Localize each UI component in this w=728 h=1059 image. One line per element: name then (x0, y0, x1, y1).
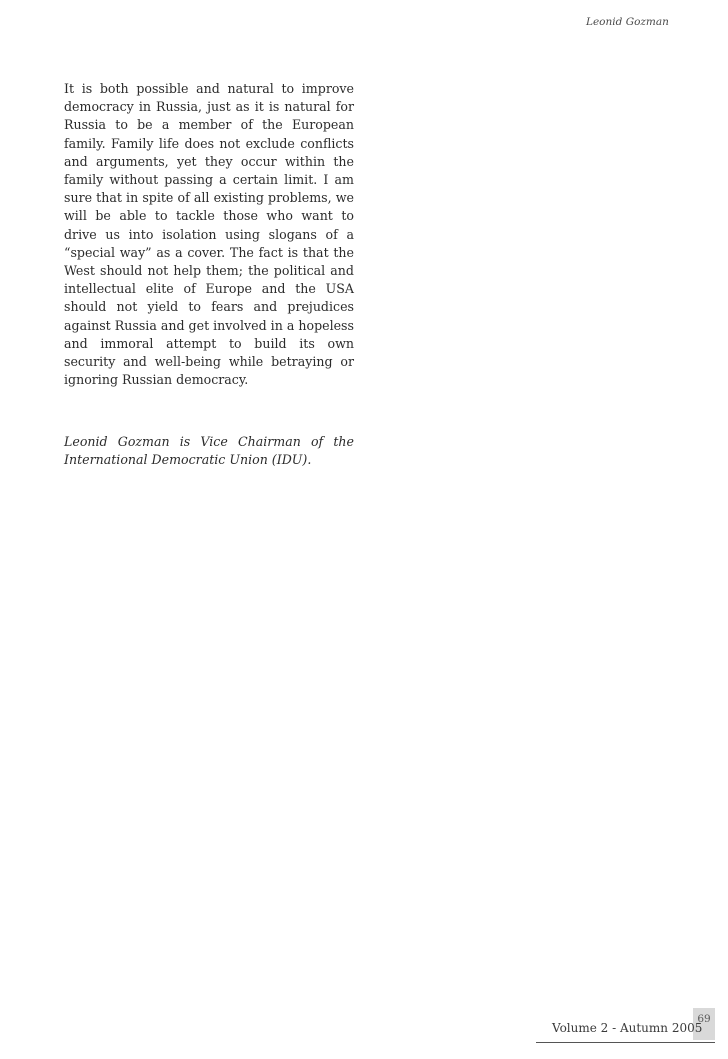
volume-issue-label: Volume 2 - Autumn 2005 (552, 1021, 703, 1035)
body-paragraph: It is both possible and natural to improve democracy in Russia, just as it is natural for Russia to be a member of the European family. Family life does not exclude conflicts and arguments, yet they occur within the family without passing a certain limit. I am sure that in spite of all existing problems, we will be able to tackle those who want to drive us into isolation using slogans of a “special way” as a cover. The fact is that the West should not help them; the political and intellectual elite of Europe and the USA should not yield to fears and prejudices against Russia and get involved in a hopeless and immoral attempt to build its own security and well-being while betraying or ignoring Russian democracy. (64, 81, 354, 388)
page-number: 69 (693, 1008, 715, 1040)
author-bio-note: Leonid Gozman is Vice Chairman of the International Democratic Union (IDU). (64, 434, 354, 468)
running-header-author: Leonid Gozman (586, 16, 669, 28)
footer-rule (536, 1042, 715, 1043)
